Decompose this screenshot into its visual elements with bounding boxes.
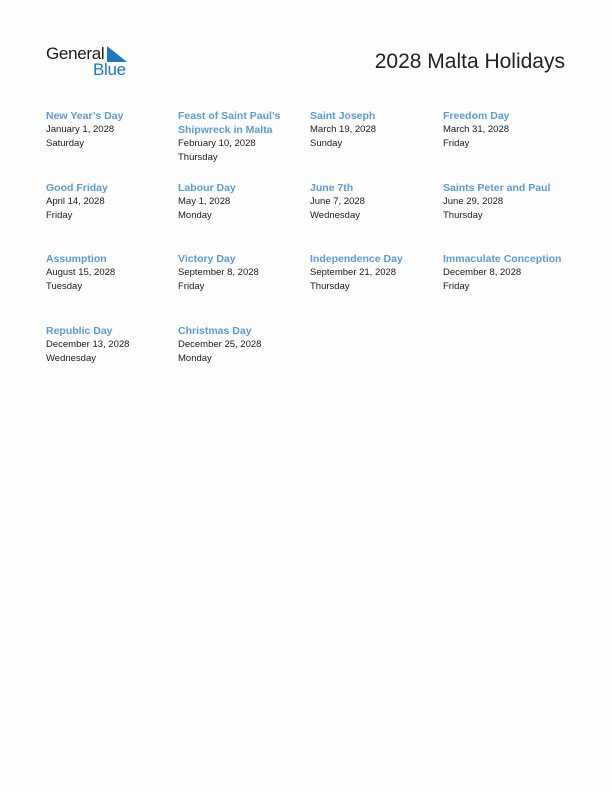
generalblue-logo <box>46 44 136 80</box>
holiday-date: February 10, 2028 <box>178 138 256 149</box>
holiday-entry <box>310 252 438 294</box>
holiday-name: Labour Day <box>178 182 236 194</box>
holiday-entry <box>46 181 174 223</box>
holiday-date: March 31, 2028 <box>443 124 510 135</box>
holiday-weekday: Monday <box>178 353 212 364</box>
holiday-entry <box>178 109 306 165</box>
holiday-name: Freedom Day <box>443 110 510 122</box>
holiday-weekday: Friday <box>443 281 470 292</box>
holiday-entry <box>443 252 571 294</box>
holiday-name: Independence Day <box>310 253 403 265</box>
holiday-name: Victory Day <box>178 253 236 265</box>
holiday-name: Feast of Saint Paul’s Shipwreck in Malta <box>178 110 281 136</box>
holiday-name: Immaculate Conception <box>443 253 562 265</box>
holiday-name: New Year’s Day <box>46 110 124 122</box>
holiday-date: June 29, 2028 <box>443 196 504 207</box>
page-title: 2028 Malta Holidays <box>374 50 565 73</box>
holiday-weekday: Monday <box>178 210 212 221</box>
holiday-date: December 25, 2028 <box>178 339 262 350</box>
holiday-date: August 15, 2028 <box>46 267 116 278</box>
holiday-weekday: Wednesday <box>46 353 96 364</box>
holiday-date: December 13, 2028 <box>46 339 130 350</box>
holiday-date: December 8, 2028 <box>443 267 522 278</box>
holiday-weekday: Sunday <box>310 138 343 149</box>
holiday-name: Republic Day <box>46 325 113 337</box>
holiday-name: Assumption <box>46 253 107 265</box>
holiday-weekday: Wednesday <box>310 210 360 221</box>
holiday-entry <box>46 252 174 294</box>
holiday-entry <box>310 109 438 151</box>
holiday-name: Christmas Day <box>178 325 252 337</box>
holiday-date: June 7, 2028 <box>310 196 365 207</box>
holiday-entry <box>46 324 174 366</box>
holiday-weekday: Friday <box>46 210 73 221</box>
logo-word-blue: Blue <box>93 60 126 79</box>
logo-word-general: General <box>46 44 105 63</box>
holiday-weekday: Thursday <box>443 210 483 221</box>
holiday-date: September 21, 2028 <box>310 267 397 278</box>
holiday-entry <box>178 252 306 294</box>
holiday-name: Saint Joseph <box>310 110 376 122</box>
holiday-entry <box>443 181 571 223</box>
holiday-date: March 19, 2028 <box>310 124 377 135</box>
holiday-entry <box>46 109 174 151</box>
holiday-name: Good Friday <box>46 182 108 194</box>
holiday-name: June 7th <box>310 182 354 194</box>
holiday-entry <box>310 181 438 223</box>
holiday-date: September 8, 2028 <box>178 267 259 278</box>
holiday-weekday: Friday <box>443 138 470 149</box>
holiday-date: January 1, 2028 <box>46 124 115 135</box>
holiday-weekday: Thursday <box>178 152 218 163</box>
holiday-date: May 1, 2028 <box>178 196 231 207</box>
holiday-entry <box>443 109 571 151</box>
holiday-entry <box>178 181 306 223</box>
holiday-weekday: Saturday <box>46 138 85 149</box>
holiday-date: April 14, 2028 <box>46 196 105 207</box>
holiday-name: Saints Peter and Paul <box>443 182 551 194</box>
holiday-entry <box>178 324 306 366</box>
holiday-weekday: Friday <box>178 281 205 292</box>
holiday-weekday: Thursday <box>310 281 350 292</box>
holiday-weekday: Tuesday <box>46 281 83 292</box>
